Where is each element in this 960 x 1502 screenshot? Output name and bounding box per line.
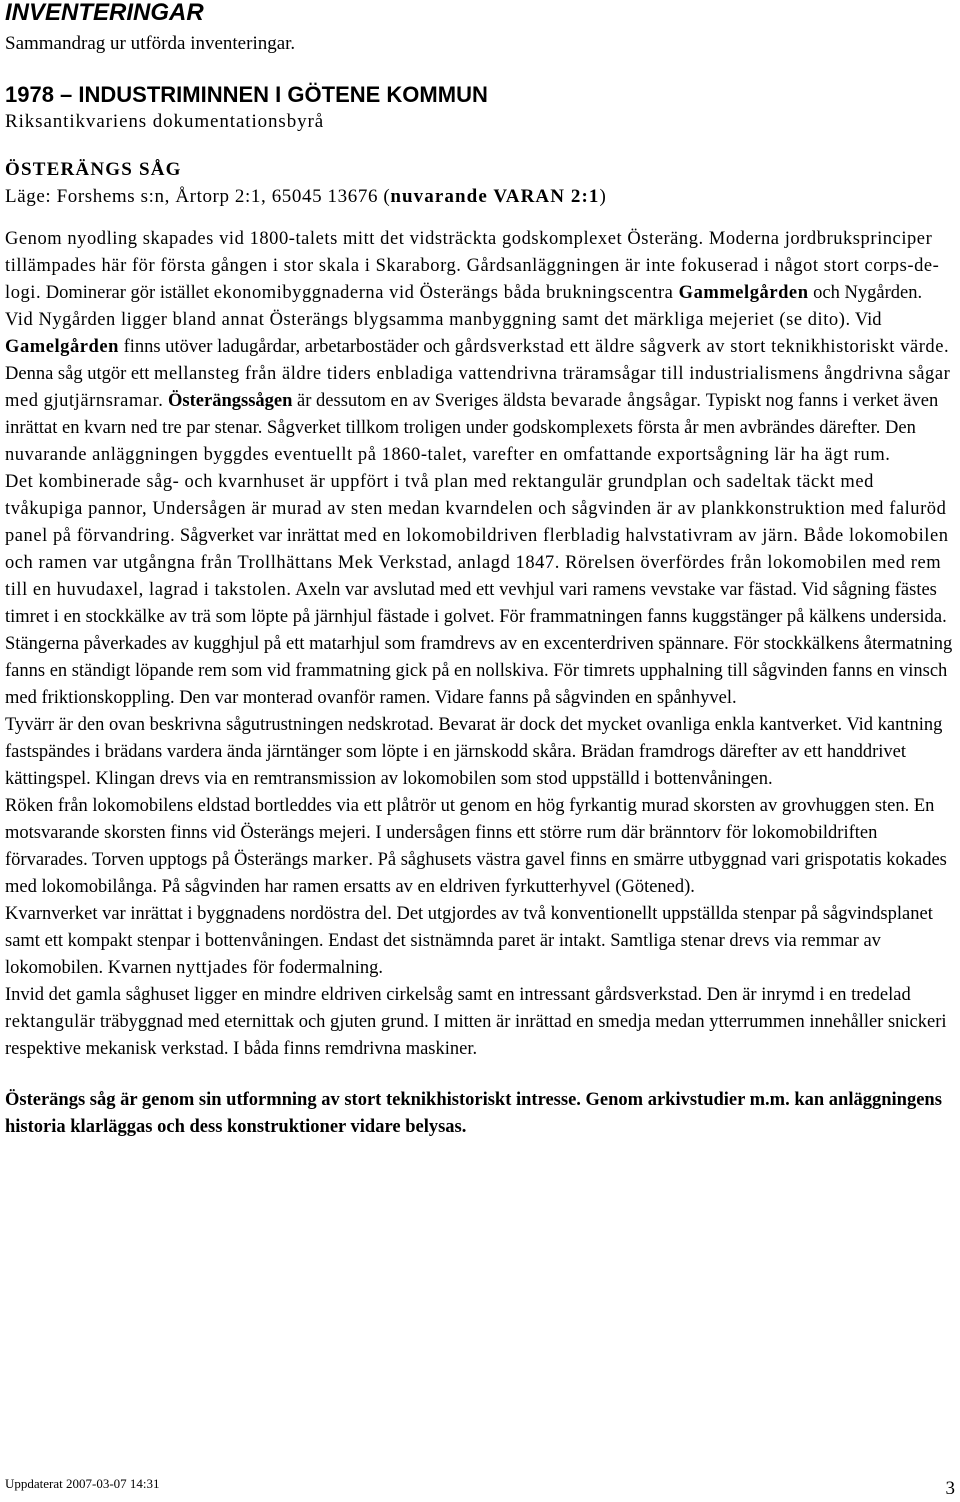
text-span: marker: [312, 850, 369, 870]
paragraph-building: [5, 469, 953, 712]
text-span: ekonomibyggnaderna vid Österängs båda brukningscentra: [213, 283, 679, 303]
paragraph-mill: [5, 901, 953, 982]
location-line: [5, 185, 953, 209]
text-span: Vid: [850, 310, 882, 330]
text-span: Sågverket var inrättat: [175, 526, 344, 546]
organisation-name: Riksantikvariens dokumentationsbyrå: [5, 111, 325, 132]
text-span: Det kombinerade såg- och kvarnhuset är uppfört i två plan med rektangulär grundplan och sadeltak täckt med tvåkupiga pannor, Undersågen är murad av sten medan kvarndelen och sågvinden är av plankkonstruktion med faluröd panel på förvandring.: [5, 472, 947, 546]
text-span: nuvarande anläggningen byggdes eventuellt på 1860-talet, varefter en omfattande exportsågning lär ha ägt rum.: [5, 445, 891, 465]
text-span: Röken från lokomobilens eldstad bortleddes via ett plåtrör ut genom en hög fyrkantig murad skorsten av grovhuggen sten. En motsvarande skorsten finns vid Österängs mejeri. I undersågen finns ett större rum där bränntorv för lokomobildriften förvarades. Torven upptogs på Österängs: [5, 796, 935, 870]
text-span: och Nygården.: [808, 283, 923, 303]
text-span: bevarade ångsågar.: [550, 391, 702, 411]
site-name: ÖSTERÄNGS SÅG: [5, 159, 182, 180]
summary-statement: Österängs såg är genom sin utformning av stort teknikhistoriskt intresse. Genom arkivstudier m.m. kan anläggningens historia klarläggas och dess konstruktioner vidare belysas.: [5, 1090, 942, 1137]
text-span: Denna såg utgör ett: [5, 364, 154, 384]
text-span: är dessutom en av Sveriges äldsta: [292, 391, 551, 411]
text-span: Dominerar gör istället: [41, 283, 214, 303]
text-span: rektangulär: [5, 1012, 96, 1032]
text-span: mellansteg från äldre tiders enbladiga vattendrivna träramsågar till industrialismens ångdrivna sågar med gjutjärnsramar.: [5, 364, 951, 411]
text-span: Vid Nygården ligger bland annat Österängs blygsamma manbyggning samt det märkliga mejeriet (se dito).: [5, 310, 851, 330]
location-label: Läge: [5, 186, 46, 207]
document-body: [5, 226, 953, 1063]
location-close: ): [599, 186, 607, 207]
emphasis-osterangssagen: Österängssågen: [168, 391, 293, 411]
text-span: Typiskt nog fanns i verket även inrättat en kvarn ned tre par stenar. Sågverket tillkom troligen under godskomplexets första år men avbrändes därefter.: [5, 391, 939, 438]
paragraph-chimney: [5, 793, 953, 901]
document-page: [5, 0, 953, 1141]
page-subheading: Sammandrag ur utförda inventeringar.: [5, 33, 296, 54]
page-number: 3: [945, 1478, 955, 1499]
text-span: träbyggnad med eternittak och gjuten grund. I mitten är inrättad en smedja medan ytterrummen innehåller snickeri respektive mekanisk verkstad. I båda finns remdrivna maskiner.: [5, 1012, 947, 1059]
section-title: 1978 – INDUSTRIMINNEN I GÖTENE KOMMUN: [5, 82, 488, 107]
text-span: med en lokomobildriven flerbladig halvstativram av järn. Både lokomobilen och ramen var utgångna från Trollhättans Mek Verkstad, anlagd 1847. Rörelsen överfördes från lokomobilen med rem till en huvudaxel, lagrad i takstolen.: [5, 526, 949, 600]
emphasis-gammelgarden: Gammelgården: [678, 283, 809, 303]
text-span: finns utöver ladugårdar, arbetarbostäder och: [118, 337, 455, 357]
text-span: Genom nyodling skapades vid 1800-talets mitt det vidsträckta godskomplexet Österäng. Moderna jordbruksprinciper tillämpades här för första gången i stor skala i Skaraborg. Gårdsanläggningen är inte fokuserad i något stort corps-de-logi.: [5, 229, 940, 303]
text-span: Kvarnverket var inrättat i byggnadens nordöstra del. Det utgjordes av två konventionellt uppställda stenpar på sågvindsplanet samt ett kompakt stenpar i bottenvåningen. Endast det sistnämnda paret är intakt. Samtliga stenar drevs via remmar av lokomobilen. Kvarnen: [5, 904, 933, 978]
location-current: nuvarande VARAN 2:1: [390, 186, 600, 207]
text-span: för fodermalning.: [247, 958, 383, 978]
emphasis-gamelgarden: Gamelgården: [5, 337, 119, 357]
page-heading: INVENTERINGAR: [5, 0, 204, 26]
location-text: : Forshems s:n, Årtorp 2:1, 65045 13676 (: [45, 186, 391, 207]
paragraph-workshop: [5, 982, 953, 1063]
text-span: . På såghusets västra gavel finns en smärre utbyggnad vari grispotatis kokades med lokomobilånga. På sågvinden har ramen ersatts av en eldriven fyrkutterhyvel (Götened).: [5, 850, 947, 897]
paragraph-equipment: Tyvärr är den ovan beskrivna sågutrustningen nedskrotad. Bevarat är dock det mycket ovanliga enkla kantverket. Vid kantning fastspändes i brädans vardera ända järntänger som löpte i en järnskodd skåra. Brädan framdrogs därefter av ett handdrivet kättingspel. Klingan drevs via en remtransmission av lokomobilen som stod uppställd i bottenvåningen.: [5, 715, 943, 789]
text-span: Axeln var avslutad med ett vevhjul vari ramens vevstake var fästad. Vid sågning fästes timret i en stockkälke av trä som löpte på järnhjul fästade i golvet. För frammatningen fanns kuggstänger på kälkens undersida. Stängerna påverkades av kugghjul på ett matarhjul som framdrevs av en excenterdriven spännare. För stockkälkens återmatning fanns en ständigt löpande rem som vid frammatning gick på en nollskiva. För timrets upphalning till sågvinden fanns en vinsch med friktionskoppling. Den var monterad ovanför ramen. Vidare fanns på sågvinden en spånhyvel.: [5, 580, 953, 708]
text-span: nyttjades: [176, 958, 248, 978]
text-span: Den: [880, 418, 916, 438]
updated-timestamp: Uppdaterat 2007-03-07 14:31: [5, 1476, 160, 1491]
text-span: gårdsverkstad ett äldre sågverk av stort teknikhistoriskt värde.: [454, 337, 950, 357]
text-span: Invid det gamla såghuset ligger en mindre eldriven cirkelsåg samt en intressant gårdsverkstad. Den är inrymd i en tredelad: [5, 985, 911, 1005]
paragraph-history: [5, 226, 953, 469]
